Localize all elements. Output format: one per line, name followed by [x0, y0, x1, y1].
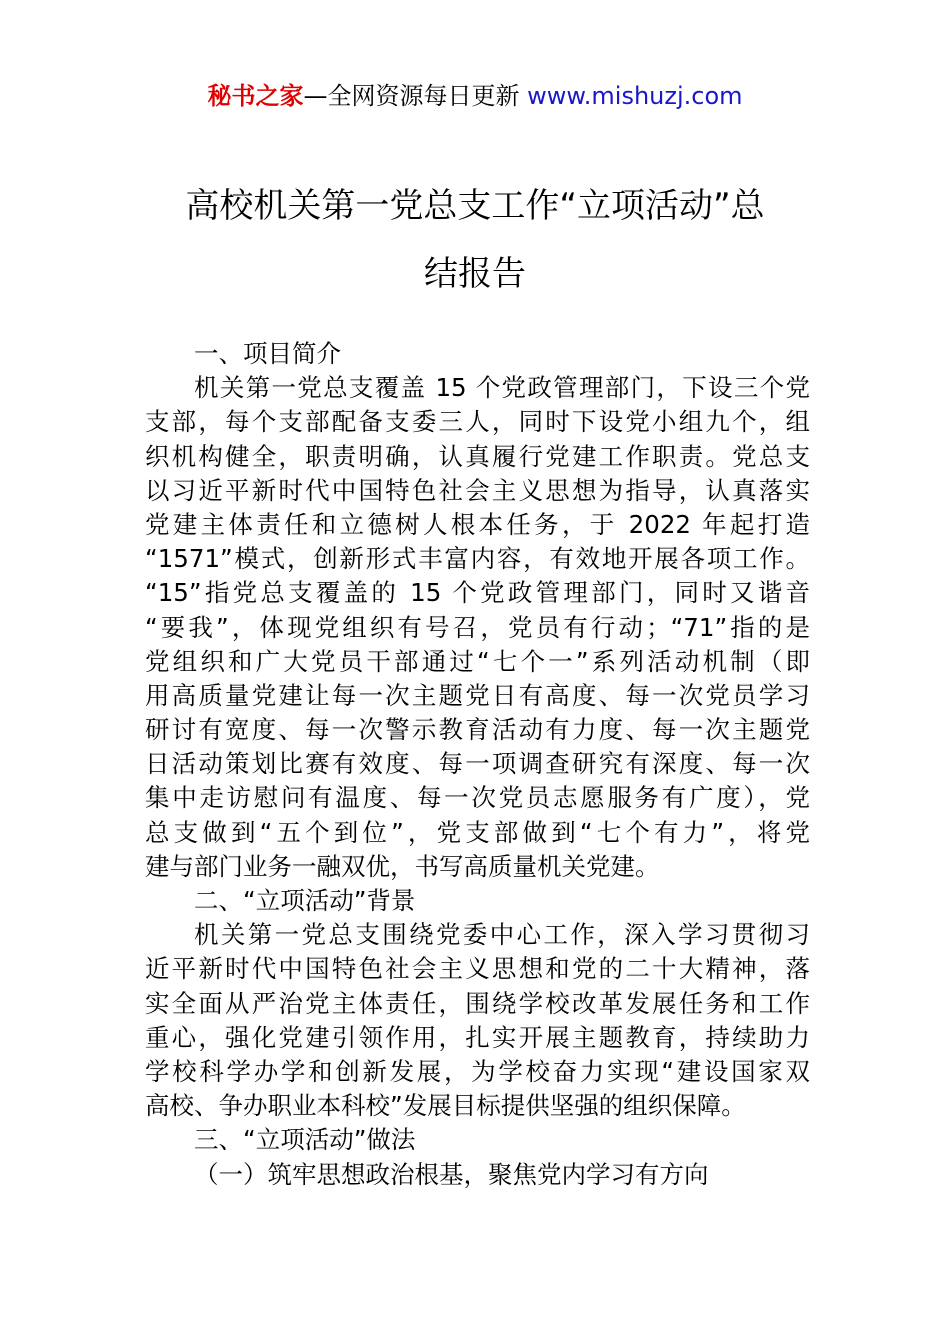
section-heading: 三、“立项活动”做法: [194, 1125, 416, 1155]
body-line: “1571”模式，创新形式丰富内容，有效地开展各项工作。: [145, 544, 810, 574]
document-title: [150, 172, 800, 308]
body-line: 党建主体责任和立德树人根本任务，于 2022 年起打造: [145, 509, 810, 539]
section-heading: 二、“立项活动”背景: [194, 886, 416, 915]
body-line: 建与部门业务一融双优，书写高质量机关党建。: [145, 851, 660, 881]
body-line: 日活动策划比赛有效度、每一项调查研究有深度、每一次: [145, 749, 810, 779]
body-line: 集中走访慰问有温度、每一次党员志愿服务有广度），党: [145, 783, 810, 813]
title-line: 结报告: [424, 254, 526, 294]
body-line: 支部，每个支部配备支委三人，同时下设党小组九个，组: [145, 407, 810, 437]
body-line: 织机构健全，职责明确，认真履行党建工作职责。党总支: [145, 441, 810, 471]
body-line: 党组织和广大党员干部通过“七个一”系列活动机制（即: [145, 646, 810, 676]
body-line: 重心，强化党建引领作用，扎实开展主题教育，持续助力: [145, 1022, 810, 1052]
document-body: [145, 337, 810, 1192]
site-header: [0, 78, 950, 114]
body-line: 机关第一党总支围绕党委中心工作，深入学习贯彻习: [194, 920, 810, 950]
body-line: 实全面从严治党主体责任，围绕学校改革发展任务和工作: [145, 988, 810, 1018]
body-line: 学校科学办学和创新发展，为学校奋力实现“建设国家双: [145, 1056, 810, 1086]
title-line: 高校机关第一党总支工作“立项活动”总: [185, 186, 765, 226]
brand-name: 秘书之家: [207, 82, 304, 110]
subsection-heading: （一）筑牢思想政治根基，聚焦党内学习有方向: [194, 1159, 709, 1189]
body-line: 用高质量党建让每一次主题党日有高度、每一次党员学习: [145, 680, 810, 710]
body-line: “15”指党总支覆盖的 15 个党政管理部门，同时又谐音: [145, 578, 810, 608]
body-line: 以习近平新时代中国特色社会主义思想为指导，认真落实: [145, 475, 810, 505]
header-tagline: —全网资源每日更新: [303, 82, 528, 110]
body-line: 机关第一党总支覆盖 15 个党政管理部门，下设三个党: [194, 373, 810, 403]
site-url[interactable]: www.mishuzj.com: [527, 82, 743, 110]
body-line: “要我”，体现党组织有号召，党员有行动；“71”指的是: [145, 612, 810, 642]
body-line: 高校、争办职业本科校”发展目标提供坚强的组织保障。: [145, 1091, 746, 1121]
section-heading: 一、项目简介: [194, 339, 341, 368]
body-line: 近平新时代中国特色社会主义思想和党的二十大精神，落: [145, 954, 810, 984]
body-line: 研讨有宽度、每一次警示教育活动有力度、每一次主题党: [145, 715, 810, 745]
body-line: 总支做到“五个到位”，党支部做到“七个有力”，将党: [145, 817, 810, 847]
